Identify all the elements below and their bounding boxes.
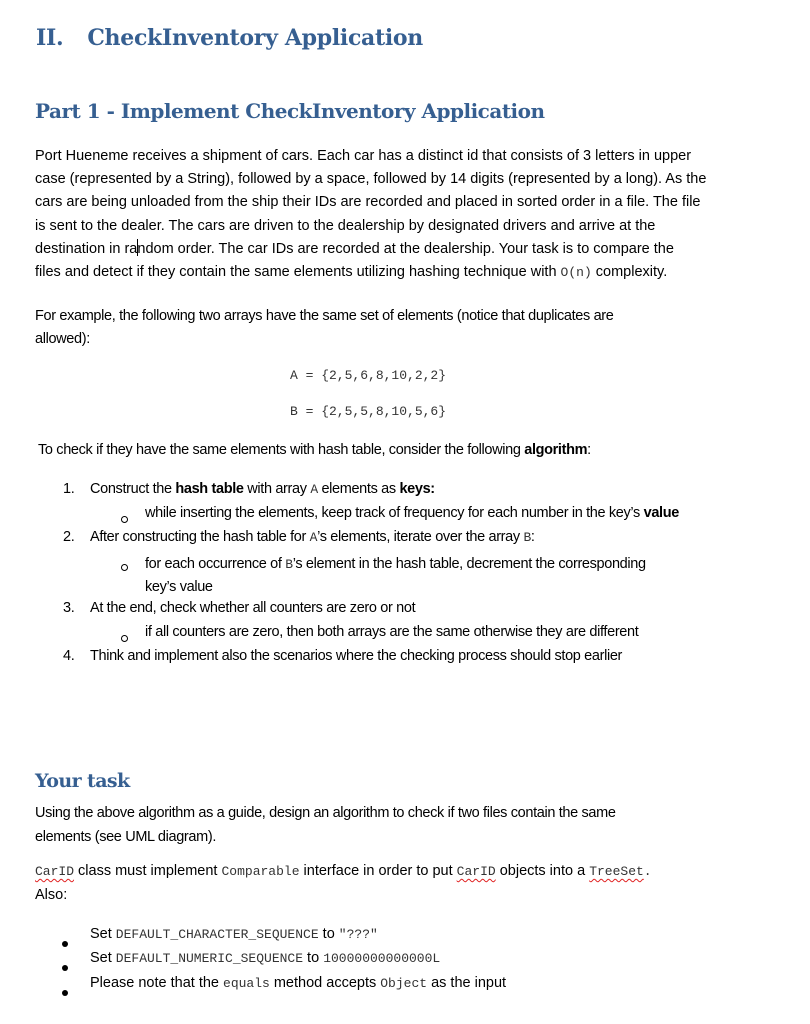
bullet-item: Set DEFAULT_NUMERIC_SEQUENCE to 10000000000000L [90,950,441,966]
bullet-item: Set DEFAULT_CHARACTER_SEQUENCE to "???" [90,926,378,942]
part-heading: Part 1 - Implement CheckInventory Application [35,99,545,123]
sub-bullet-icon [121,558,128,576]
intro-line[interactable]: destination in random order. The car IDs are recorded at the dealership. Your task is to compare the [35,240,674,257]
algorithm-intro: To check if they have the same elements with hash table, consider the following algorithm: [38,442,591,458]
task-heading: Your task [35,770,130,792]
intro-line: cars are being unloaded from the ship their IDs are recorded and placed in sorted order in a file. The file [35,194,701,211]
bullet-icon [62,983,68,1001]
intro-paragraph [35,145,706,284]
array-b: B = {2,5,5,8,10,5,6} [290,404,447,419]
step-number: 4. [63,648,75,664]
code-carid: CarID [35,864,75,879]
step-3: At the end, check whether all counters are zero or not [90,600,416,616]
sub-bullet-icon [121,629,128,647]
complexity-code: O(n) [560,265,592,281]
array-a: A = {2,5,6,8,10,2,2} [290,368,447,383]
step-1: Construct the hash table with array A elements as keys: [90,481,435,497]
intro-line: case (represented by a String), followed by a space, followed by 14 digits (represented by a long). As the [35,171,707,188]
section-heading [36,25,423,51]
sub-bullet-icon [121,510,128,528]
example-paragraph: For example, the following two arrays have the same set of elements (notice that duplicates are allowed): [35,308,614,347]
code-treeset: TreeSet [589,864,644,879]
step-2-sub: for each occurrence of B’s element in the hash table, decrement the corresponding key’s value [145,556,646,595]
step-3-sub: if all counters are zero, then both arrays are the same otherwise they are different [145,624,639,640]
carid-paragraph: CarID class must implement Comparable interface in order to put CarID objects into a TreeSet. [35,863,652,879]
bullet-item: Please note that the equals method accepts Object as the input [90,975,507,991]
code-carid: CarID [456,864,496,879]
bullet-icon [62,958,68,976]
section-title: CheckInventory Application [87,25,424,51]
bullet-icon [62,934,68,952]
step-4: Think and implement also the scenarios where the checking process should stop earlier [90,648,623,664]
step-number: 3. [63,600,75,616]
step-number: 1. [63,481,75,497]
task-paragraph: Using the above algorithm as a guide, design an algorithm to check if two files contain the same elements (see UML diagram). [35,805,616,845]
intro-line: files and detect if they contain the same elements utilizing hashing technique with O(n) complexity. [35,264,668,281]
code-comparable: Comparable [221,864,300,879]
step-2: After constructing the hash table for A’s elements, iterate over the array B: [90,529,535,545]
step-1-sub: while inserting the elements, keep track of frequency for each number in the key’s value [145,505,679,521]
also-label: Also: [35,887,68,903]
step-number: 2. [63,529,75,545]
section-number: II. [36,25,64,51]
intro-line: Port Hueneme receives a shipment of cars. Each car has a distinct id that consists of 3 letters in upper [35,148,692,164]
intro-line: is sent to the dealer. The cars are driven to the dealership by designated drivers and arrive at the [35,217,656,234]
